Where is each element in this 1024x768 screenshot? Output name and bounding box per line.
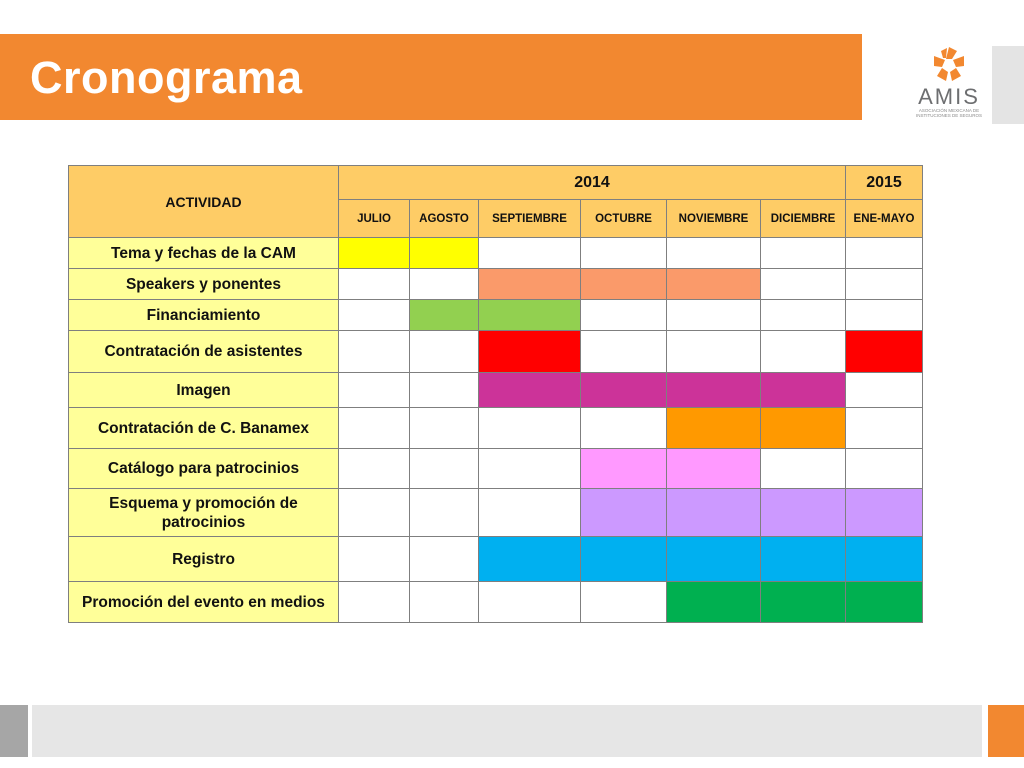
schedule-cell-active (339, 238, 410, 269)
schedule-cell (761, 238, 846, 269)
schedule-cell (846, 300, 923, 331)
schedule-cell (339, 300, 410, 331)
schedule-cell-active (667, 373, 761, 408)
schedule-cell-active (667, 449, 761, 489)
schedule-cell (339, 489, 410, 537)
header-side-strip (992, 46, 1024, 124)
schedule-cell (846, 373, 923, 408)
schedule-cell (479, 489, 581, 537)
schedule-cell (410, 331, 479, 373)
schedule-cell-active (581, 269, 667, 300)
schedule-cell-active (479, 373, 581, 408)
activity-label: Esquema y promoción de patrocinios (69, 489, 339, 537)
schedule-cell (339, 582, 410, 623)
activity-label: Contratación de asistentes (69, 331, 339, 373)
schedule-cell (846, 238, 923, 269)
schedule-cell (339, 449, 410, 489)
schedule-cell-active (667, 489, 761, 537)
schedule-cell (339, 408, 410, 449)
schedule-cell (581, 582, 667, 623)
schedule-cell (479, 449, 581, 489)
schedule-cell (581, 408, 667, 449)
schedule-cell (761, 331, 846, 373)
schedule-cell (410, 408, 479, 449)
month-header-octubre: OCTUBRE (581, 200, 667, 238)
year-2015-header: 2015 (846, 166, 923, 200)
schedule-cell (410, 269, 479, 300)
schedule-cell (667, 300, 761, 331)
schedule-cell (846, 408, 923, 449)
schedule-cell-active (479, 300, 581, 331)
schedule-cell-active (479, 331, 581, 373)
footer-bar (32, 705, 982, 757)
title-banner (0, 34, 862, 120)
table-row (69, 449, 923, 489)
schedule-cell (581, 300, 667, 331)
activity-label: Catálogo para patrocinios (69, 449, 339, 489)
schedule-cell (846, 269, 923, 300)
year-2014-header: 2014 (339, 166, 846, 200)
month-header-septiembre: SEPTIEMBRE (479, 200, 581, 238)
month-header-diciembre: DICIEMBRE (761, 200, 846, 238)
schedule-cell (667, 331, 761, 373)
schedule-cell (410, 373, 479, 408)
table-row (69, 373, 923, 408)
schedule-cell-active (761, 582, 846, 623)
schedule-cell (410, 582, 479, 623)
schedule-cell (667, 238, 761, 269)
schedule-cell-active (479, 269, 581, 300)
footer-left-block (0, 705, 28, 757)
table-row (69, 269, 923, 300)
schedule-cell (339, 373, 410, 408)
activity-label: Speakers y ponentes (69, 269, 339, 300)
table-row (69, 408, 923, 449)
schedule-cell-active (479, 537, 581, 582)
schedule-cell-active (846, 331, 923, 373)
schedule-cell-active (667, 408, 761, 449)
schedule-cell-active (581, 449, 667, 489)
schedule-cell (761, 449, 846, 489)
table-row (69, 582, 923, 623)
schedule-cell (761, 269, 846, 300)
schedule-cell (479, 582, 581, 623)
schedule-cell-active (410, 238, 479, 269)
schedule-cell-active (761, 373, 846, 408)
footer-right-block (988, 705, 1024, 757)
schedule-cell-active (667, 537, 761, 582)
activity-label: Contratación de C. Banamex (69, 408, 339, 449)
activity-label: Promoción del evento en medios (69, 582, 339, 623)
activity-label: Financiamiento (69, 300, 339, 331)
table-row (69, 489, 923, 537)
logo-subtitle: ASOCIACIÓN MEXICANA DE INSTITUCIONES DE SEGUROS (915, 108, 982, 118)
schedule-cell-active (846, 582, 923, 623)
schedule-cell (410, 537, 479, 582)
schedule-cell-active (846, 489, 923, 537)
schedule-table (68, 165, 923, 623)
schedule-cell (846, 449, 923, 489)
amis-emblem-icon (910, 44, 988, 84)
page-title: Cronograma (30, 52, 303, 103)
activity-label: Registro (69, 537, 339, 582)
schedule-cell (339, 537, 410, 582)
month-header-julio: JULIO (339, 200, 410, 238)
table-row (69, 300, 923, 331)
schedule-cell-active (581, 489, 667, 537)
month-header-noviembre: NOVIEMBRE (667, 200, 761, 238)
activity-label: Tema y fechas de la CAM (69, 238, 339, 269)
activity-column-header: ACTIVIDAD (69, 166, 339, 238)
schedule-cell (761, 300, 846, 331)
schedule-cell-active (581, 373, 667, 408)
schedule-cell-active (846, 537, 923, 582)
logo-wordmark: AMIS (918, 84, 980, 109)
schedule-cell-active (410, 300, 479, 331)
table-row (69, 238, 923, 269)
schedule-cell (410, 489, 479, 537)
month-header-agosto: AGOSTO (410, 200, 479, 238)
month-header-ene-mayo: ENE-MAYO (846, 200, 923, 238)
schedule-cell-active (581, 537, 667, 582)
schedule-cell (410, 449, 479, 489)
schedule-cell (581, 331, 667, 373)
schedule-cell-active (761, 537, 846, 582)
schedule-cell-active (667, 582, 761, 623)
schedule-cell (479, 238, 581, 269)
schedule-cell-active (667, 269, 761, 300)
schedule-cell (479, 408, 581, 449)
amis-logo (910, 44, 988, 124)
schedule-cell (581, 238, 667, 269)
activity-label: Imagen (69, 373, 339, 408)
schedule-cell (339, 269, 410, 300)
schedule-cell (339, 331, 410, 373)
schedule-cell-active (761, 408, 846, 449)
schedule-cell-active (761, 489, 846, 537)
table-row (69, 537, 923, 582)
table-row (69, 331, 923, 373)
